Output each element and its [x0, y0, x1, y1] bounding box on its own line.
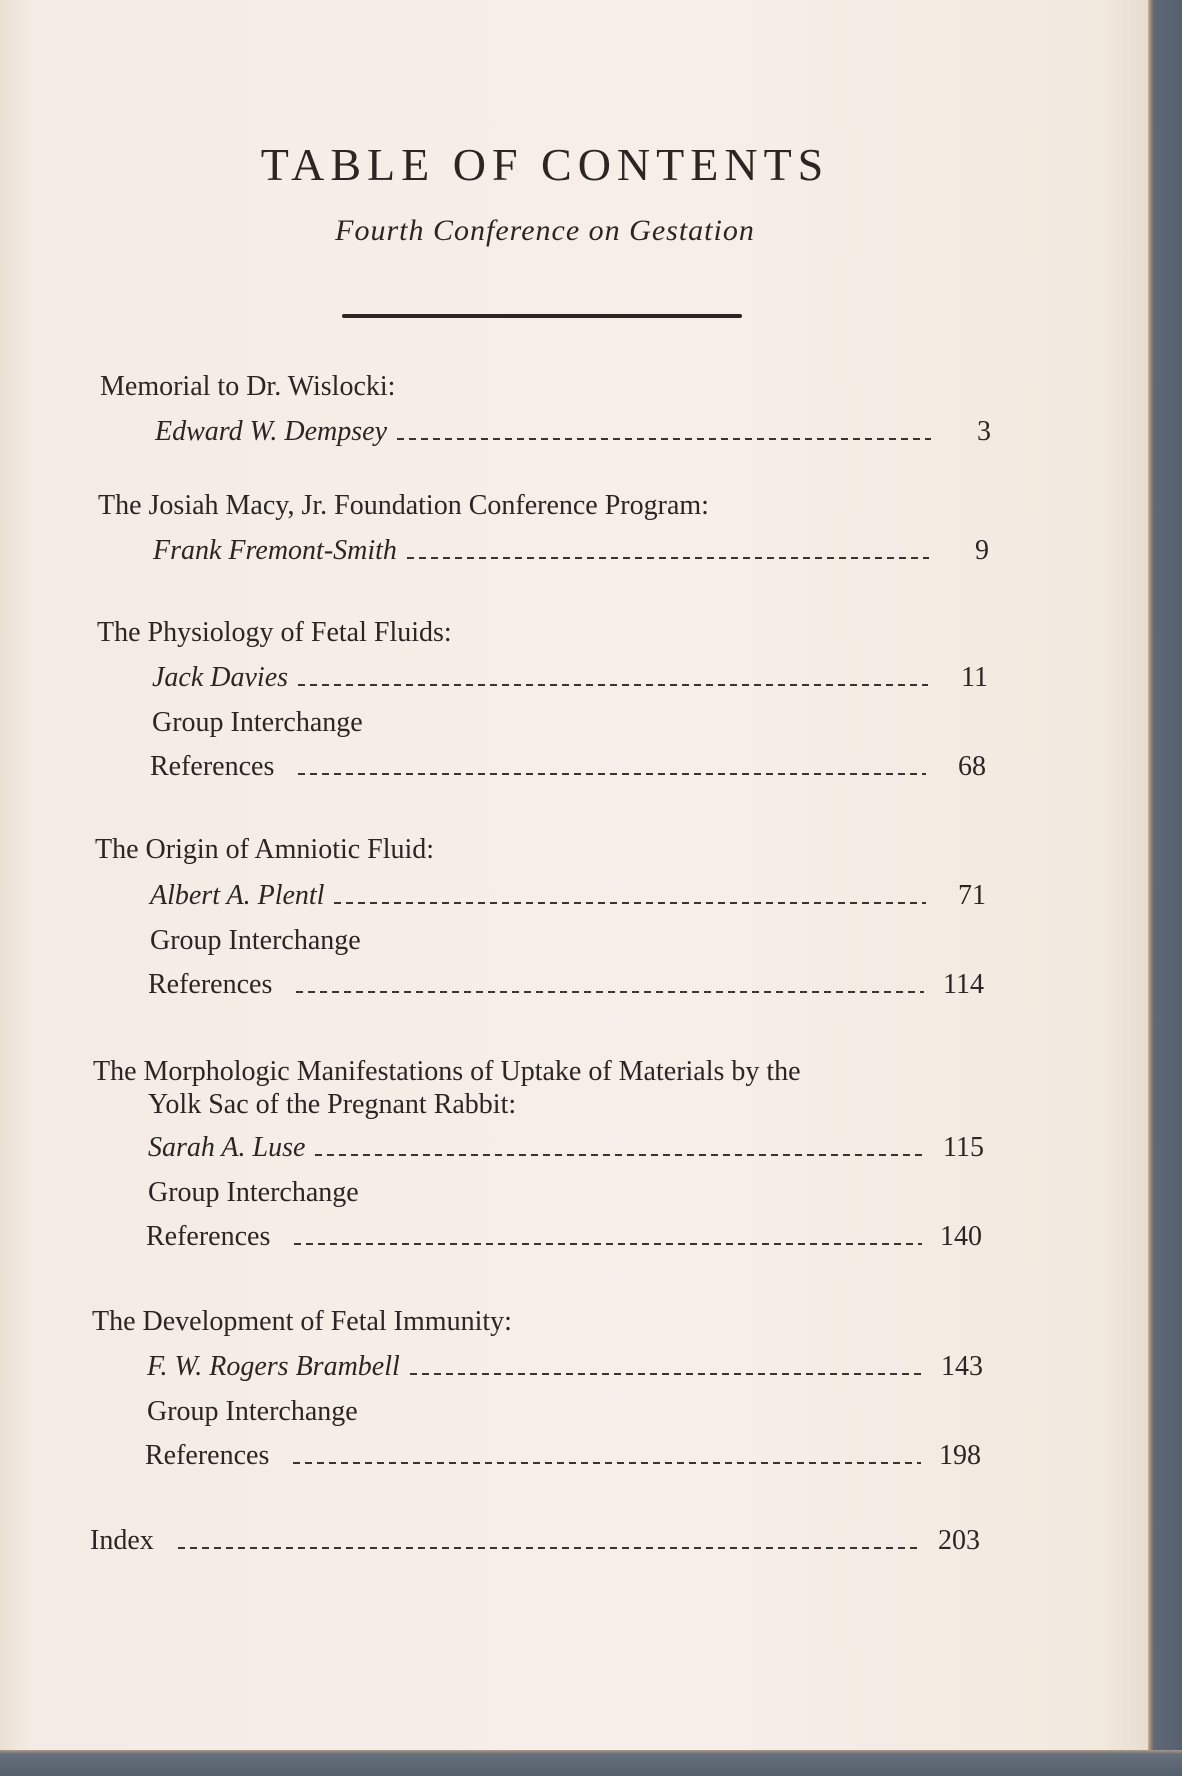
dot-leader — [334, 902, 926, 904]
page-subtitle: Fourth Conference on Gestation — [335, 214, 755, 247]
toc-heading: Memorial to Dr. Wislocki: — [100, 371, 396, 402]
book-cover-bottom-edge — [0, 1750, 1182, 1776]
toc-references: References — [145, 1440, 270, 1471]
toc-page-number: 203 — [938, 1525, 980, 1556]
toc-references: References — [150, 751, 275, 782]
toc-author-line — [147, 1351, 983, 1383]
toc-page-number: 68 — [958, 751, 986, 782]
toc-heading: The Physiology of Fetal Fluids: — [97, 617, 452, 648]
page-title: TABLE OF CONTENTS — [260, 139, 830, 190]
toc-heading: The Josiah Macy, Jr. Foundation Conference Program: — [98, 490, 709, 521]
toc-page-number: 3 — [977, 416, 991, 447]
dot-leader — [296, 991, 924, 993]
toc-group-interchange: Group Interchange — [152, 707, 363, 738]
toc-page-number: 11 — [961, 662, 988, 693]
toc-index: Index — [90, 1525, 154, 1556]
toc-references-line — [145, 1440, 981, 1472]
toc-author: Jack Davies — [152, 662, 289, 693]
toc-heading: The Origin of Amniotic Fluid: — [95, 834, 435, 865]
toc-author: Sarah A. Luse — [148, 1132, 306, 1163]
dot-leader — [410, 1373, 923, 1375]
toc-author-line — [150, 880, 986, 912]
toc-author-line — [153, 535, 989, 567]
dot-leader — [407, 557, 929, 559]
dot-leader — [293, 1462, 921, 1464]
toc-references-line — [150, 751, 986, 783]
toc-page-number: 114 — [943, 969, 984, 1000]
toc-group-interchange: Group Interchange — [148, 1177, 359, 1208]
toc-author: F. W. Rogers Brambell — [147, 1351, 400, 1382]
dot-leader — [315, 1154, 924, 1156]
toc-author-line — [148, 1132, 984, 1164]
toc-page-number: 198 — [939, 1440, 981, 1471]
toc-author: Frank Fremont-Smith — [153, 535, 397, 566]
toc-group-interchange: Group Interchange — [147, 1396, 358, 1427]
toc-references: References — [146, 1221, 271, 1252]
toc-author-line — [152, 662, 988, 694]
toc-page-number: 115 — [943, 1132, 984, 1163]
toc-references: References — [148, 969, 273, 1000]
toc-references-line — [148, 969, 984, 1001]
toc-page-number: 140 — [940, 1221, 982, 1252]
title-rule — [342, 314, 742, 318]
dot-leader — [397, 438, 931, 440]
toc-index-line — [90, 1525, 980, 1557]
toc-page-number: 71 — [958, 880, 986, 911]
dot-leader — [298, 773, 926, 775]
dot-leader — [294, 1243, 922, 1245]
dot-leader — [298, 684, 928, 686]
toc-author: Edward W. Dempsey — [155, 416, 388, 447]
toc-heading: The Morphologic Manifestations of Uptake of Materials by the — [93, 1056, 801, 1087]
book-cover-edge — [1148, 0, 1182, 1776]
toc-heading: The Development of Fetal Immunity: — [92, 1306, 512, 1337]
dot-leader — [178, 1547, 920, 1549]
toc-group-interchange: Group Interchange — [150, 925, 361, 956]
toc-references-line — [146, 1221, 982, 1253]
toc-page-number: 9 — [975, 535, 989, 566]
toc-page-number: 143 — [941, 1351, 983, 1382]
toc-author-line — [155, 416, 991, 448]
toc-heading-continued: Yolk Sac of the Pregnant Rabbit: — [148, 1089, 517, 1120]
toc-author: Albert A. Plentl — [150, 880, 325, 911]
